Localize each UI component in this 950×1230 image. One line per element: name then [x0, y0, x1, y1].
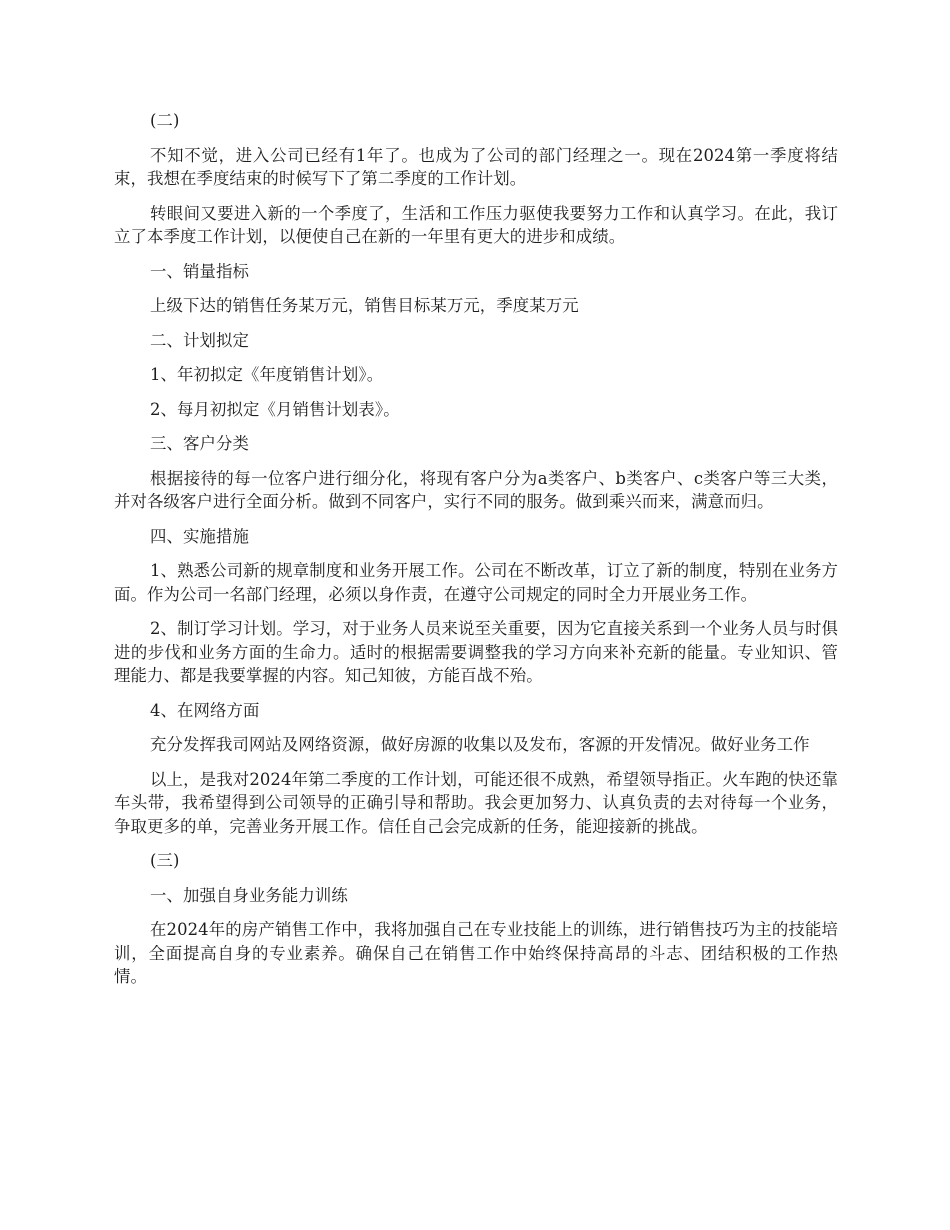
plan-item-2: 2、每月初拟定《月销售计划表》。: [150, 399, 400, 419]
conclusion-paragraph: 以上，是我对2024年第二季度的工作计划，可能还很不成熟，希望领导指正。火车跑的快还靠车头带，我希望得到公司领导的正确引导和帮助。我会更加努力、认真负责的去对待每一个业务，争取更多的单，完善业务开展工作。信任自己会完成新的任务，能迎接新的挑战。: [114, 769, 838, 836]
section-heading-two: (二): [150, 111, 180, 130]
measure-item-4: 4、在网络方面: [150, 700, 260, 720]
measure-item-2: 2、制订学习计划。学习，对于业务人员来说至关重要，因为它直接关系到一个业务人员与时俱进的步伐和业务方面的生命力。适时的根据需要调整我的学习方向来补充新的能量。专业知识、管理能力、都是我要掌握的内容。知己知彼，方能百战不殆。: [114, 619, 838, 685]
heading-customer-classification: 三、客户分类: [150, 434, 249, 453]
motivation-paragraph: 转眼间又要进入新的一个季度了，生活和工作压力驱使我要努力工作和认真学习。在此，我订立了本季度工作计划，以便使自己在新的一年里有更大的进步和成绩。: [114, 203, 838, 246]
customer-classification-paragraph: 根据接待的每一位客户进行细分化，将现有客户分为a类客户、b类客户、c类客户等三大类，并对各级客户进行全面分析。做到不同客户，实行不同的服务。做到乘兴而来，满意而归。: [114, 468, 838, 511]
heading-measures: 四、实施措施: [150, 526, 249, 546]
measure-item-1: 1、熟悉公司新的规章制度和业务开展工作。公司在不断改革，订立了新的制度，特别在业务方面。作为公司一名部门经理，必须以身作责，在遵守公司规定的同时全力开展业务工作。: [114, 561, 838, 604]
intro-paragraph: 不知不觉，进入公司已经有1年了。也成为了公司的部门经理之一。现在2024第一季度将结束，我想在季度结束的时候写下了第二季度的工作计划。: [114, 145, 838, 188]
heading-plan: 二、计划拟定: [150, 330, 249, 350]
network-paragraph: 充分发挥我司网站及网络资源，做好房源的收集以及发布，客源的开发情况。做好业务工作: [150, 735, 810, 754]
heading-skill-training: 一、加强自身业务能力训练: [150, 885, 348, 905]
sales-target-paragraph: 上级下达的销售任务某万元，销售目标某万元，季度某万元: [150, 296, 579, 315]
plan-item-1: 1、年初拟定《年度销售计划》。: [150, 365, 384, 384]
document-body: [114, 109, 838, 1000]
section-heading-three: (三): [150, 851, 180, 870]
skill-training-paragraph: 在2024年的房产销售工作中，我将加强自己在专业技能上的训练，进行销售技巧为主的技能培训，全面提高自身的专业素养。确保自己在销售工作中始终保持高昂的斗志、团结积极的工作热情。: [114, 920, 838, 986]
heading-sales-target: 一、销量指标: [150, 261, 249, 281]
